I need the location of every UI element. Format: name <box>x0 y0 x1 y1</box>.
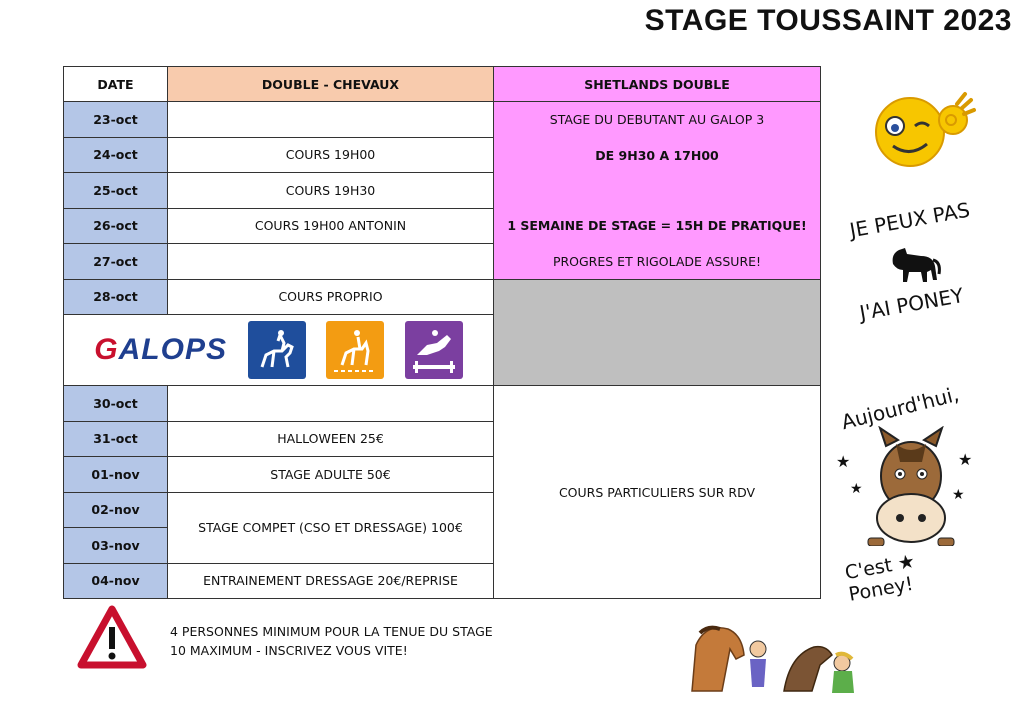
sticker-aujourdhui-text: Aujourd'hui, <box>838 381 962 435</box>
date-cell: 23-oct <box>64 102 168 138</box>
galops-logo-text: ALOPS <box>118 333 227 366</box>
dressage-icon <box>248 321 306 379</box>
cartoon-horse-icon <box>866 426 956 546</box>
note-maximum: 10 MAXIMUM - INSCRIVEZ VOUS VITE! <box>170 643 408 658</box>
activity-cell: STAGE ADULTE 50€ <box>168 457 494 493</box>
activity-cell: COURS 19H00 ANTONIN <box>168 208 494 244</box>
winking-emoji-icon <box>865 90 977 170</box>
stage-practice: 1 SEMAINE DE STAGE = 15H DE PRATIQUE! <box>507 218 807 234</box>
sticker-bottom-text: J'AI PONEY <box>857 283 966 325</box>
header-shetlands: SHETLANDS DOUBLE <box>494 67 821 102</box>
galops-logo-g: G <box>94 333 119 366</box>
note-minimum: 4 PERSONNES MINIMUM POUR LA TENUE DU STAGE <box>170 624 493 639</box>
sticker-top-text: JE PEUX PAS <box>847 197 972 243</box>
activity-cell <box>168 244 494 280</box>
star-icon: ★ <box>850 480 863 496</box>
dressage-arena-icon <box>326 321 384 379</box>
star-icon: ★ <box>958 452 973 469</box>
date-cell: 25-oct <box>64 173 168 209</box>
activity-cell: HALLOWEEN 25€ <box>168 421 494 457</box>
header-date: DATE <box>64 67 168 102</box>
activity-cell <box>168 102 494 138</box>
date-cell: 01-nov <box>64 457 168 493</box>
page-title: STAGE TOUSSAINT 2023 <box>644 4 1012 37</box>
schedule-table <box>63 66 821 599</box>
date-cell: 26-oct <box>64 208 168 244</box>
pony-silhouette-icon <box>887 244 941 286</box>
galops-logo <box>94 333 227 367</box>
stage-description: STAGE DU DEBUTANT AU GALOP 3 <box>549 112 765 128</box>
sticker-cest-poney-text: C'est ★ Poney! <box>843 550 917 606</box>
date-cell: 28-oct <box>64 279 168 315</box>
star-icon: ★ <box>952 486 965 502</box>
activity-cell: COURS 19H00 <box>168 137 494 173</box>
activity-cell: COURS PROPRIO <box>168 279 494 315</box>
warning-icon <box>77 605 147 671</box>
activity-cell: ENTRAINEMENT DRESSAGE 20€/REPRISE <box>168 563 494 599</box>
stage-slogan: PROGRES ET RIGOLADE ASSURE! <box>552 254 762 270</box>
aujourdhui-poney-sticker <box>836 381 986 606</box>
star-icon: ★ <box>836 454 851 471</box>
notes <box>170 622 493 660</box>
grey-block <box>494 279 821 386</box>
date-cell: 03-nov <box>64 528 168 564</box>
show-jumping-icon <box>405 321 463 379</box>
stage-hours: DE 9H30 A 17H00 <box>595 148 719 164</box>
activity-cell: COURS 19H30 <box>168 173 494 209</box>
galops-logos-row <box>64 315 494 386</box>
private-lessons-cell: COURS PARTICULIERS SUR RDV <box>494 386 821 599</box>
shetlands-stage-block <box>494 102 821 280</box>
activity-cell: STAGE COMPET (CSO ET DRESSAGE) 100€ <box>168 492 494 563</box>
date-cell: 30-oct <box>64 386 168 422</box>
header-double-chevaux: DOUBLE - CHEVAUX <box>168 67 494 102</box>
je-peux-pas-sticker <box>845 197 985 330</box>
date-cell: 27-oct <box>64 244 168 280</box>
date-cell: 24-oct <box>64 137 168 173</box>
children-with-horses-illustration <box>686 615 862 695</box>
activity-cell <box>168 386 494 422</box>
date-cell: 31-oct <box>64 421 168 457</box>
date-cell: 02-nov <box>64 492 168 528</box>
date-cell: 04-nov <box>64 563 168 599</box>
